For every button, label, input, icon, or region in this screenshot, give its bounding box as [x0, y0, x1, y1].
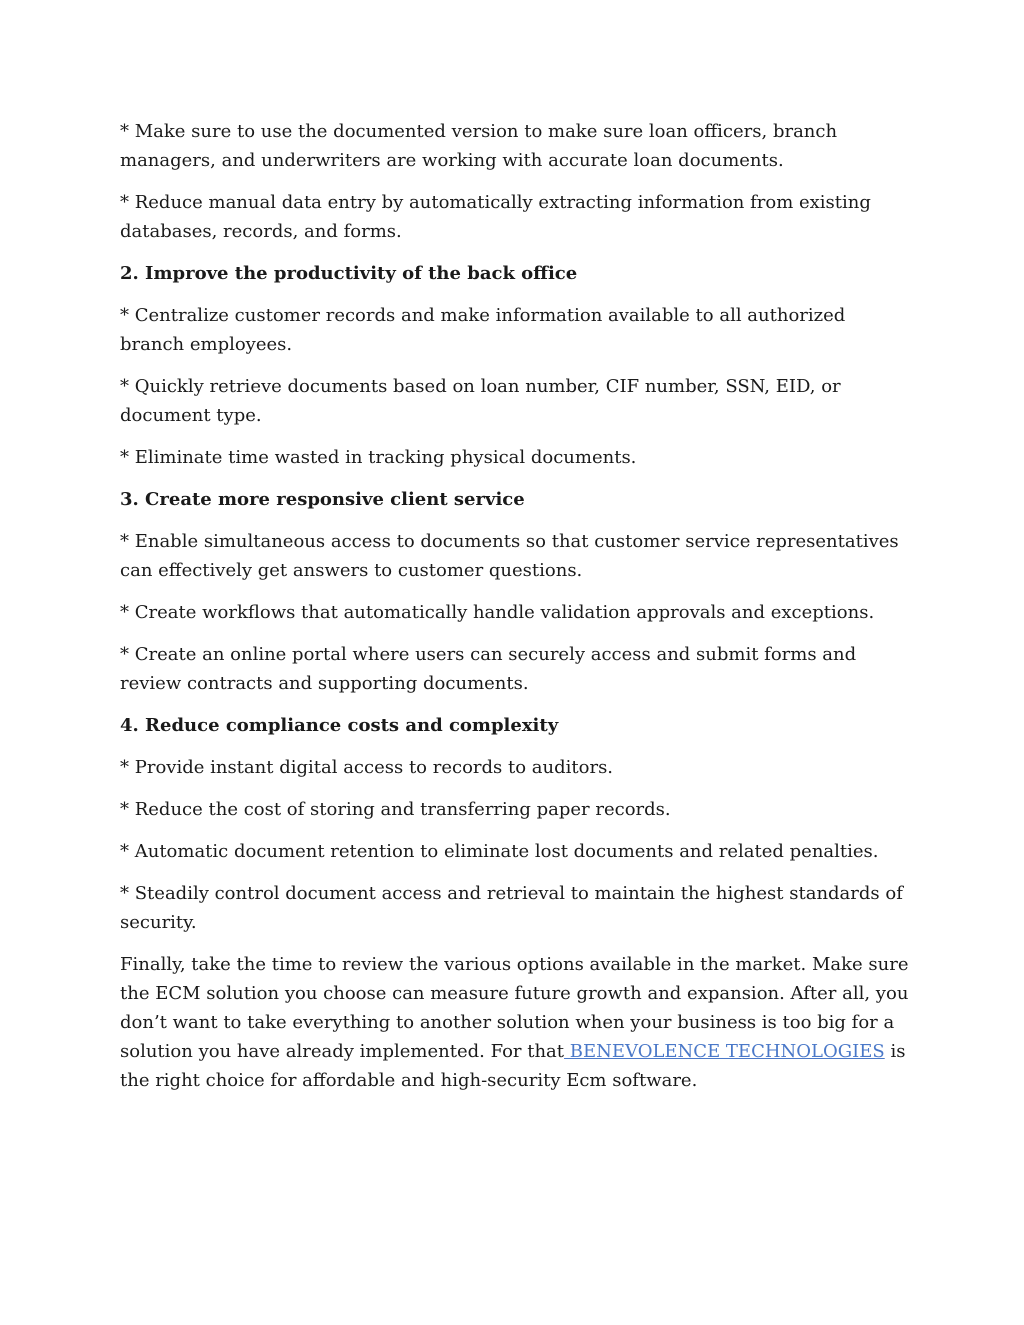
bullet-paragraph: * Automatic document retention to eliminate lost documents and related penalties.	[120, 841, 879, 862]
bullet-paragraph: * Reduce manual data entry by automatically extracting information from existing databases, records, and forms.	[120, 192, 871, 242]
section-heading: 4. Reduce compliance costs and complexity	[120, 715, 559, 736]
bullet-paragraph: * Provide instant digital access to records to auditors.	[120, 757, 614, 778]
bullet-paragraph: * Eliminate time wasted in tracking physical documents.	[120, 447, 637, 468]
section-heading: 3. Create more responsive client service	[120, 489, 525, 510]
benevolence-technologies-link[interactable]: BENEVOLENCE TECHNOLOGIES	[564, 1041, 885, 1062]
document-page	[120, 117, 910, 1108]
conclusion-text: Finally, take the time to review the various options available in the market. Make sure the ECM solution you choose can measure future growth and expansion. After all, you don’t want to take everything to another solution when your business is too big for a solution you have already implemented. For that	[120, 954, 909, 1062]
section-heading: 2. Improve the productivity of the back office	[120, 263, 578, 284]
bullet-paragraph: * Steadily control document access and retrieval to maintain the highest standards of security.	[120, 883, 903, 933]
bullet-paragraph: * Create an online portal where users can securely access and submit forms and review contracts and supporting documents.	[120, 644, 857, 694]
bullet-paragraph: * Make sure to use the documented version to make sure loan officers, branch managers, and underwriters are working with accurate loan documents.	[120, 121, 838, 171]
conclusion-text-end: is the right choice for affordable and high-security Ecm software.	[120, 1041, 906, 1091]
bullet-paragraph: * Reduce the cost of storing and transferring paper records.	[120, 799, 671, 820]
bullet-paragraph: * Quickly retrieve documents based on loan number, CIF number, SSN, EID, or document type.	[120, 376, 841, 426]
conclusion-paragraph	[120, 950, 910, 1095]
bullet-paragraph: * Centralize customer records and make information available to all authorized branch employees.	[120, 305, 846, 355]
bullet-paragraph: * Create workflows that automatically handle validation approvals and exceptions.	[120, 602, 875, 623]
bullet-paragraph: * Enable simultaneous access to documents so that customer service representatives can effectively get answers to customer questions.	[120, 531, 899, 581]
